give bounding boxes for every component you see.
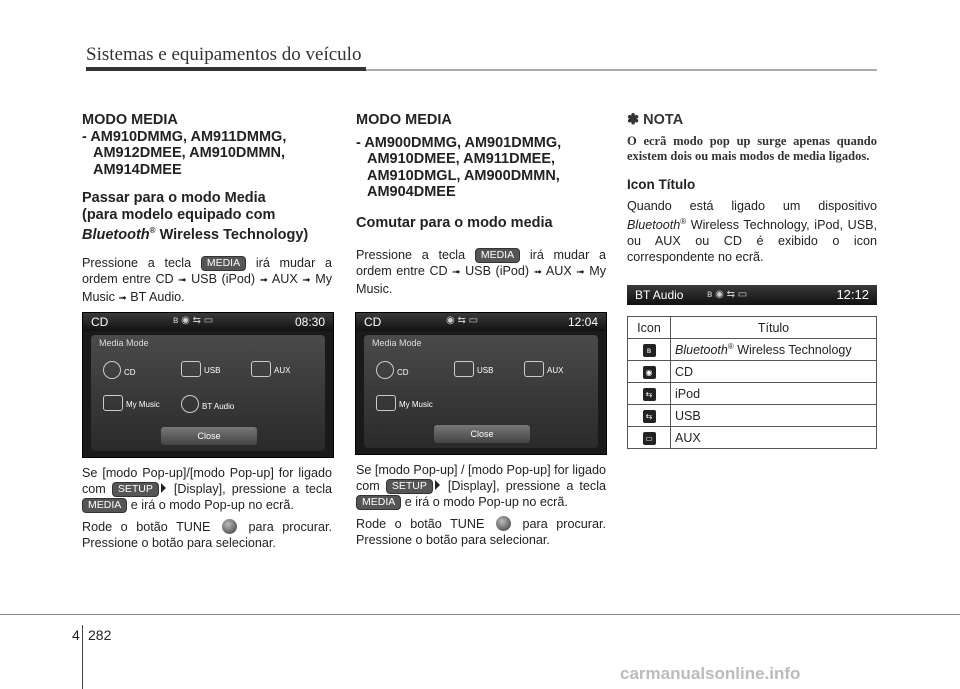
arrow-icon: ➟ <box>118 293 127 305</box>
arrow-icon: ➟ <box>533 267 543 278</box>
tune-knob-icon <box>496 516 511 531</box>
mode-usb[interactable]: USB <box>454 361 493 377</box>
status-icons: ◉ ⇆ ▭ <box>446 315 479 326</box>
subheading: Comutar para o modo media <box>356 214 553 231</box>
triangle-icon <box>161 483 166 493</box>
status-bar: CD ◉ ⇆ ▭ 12:04 <box>356 313 606 331</box>
table-row: ▭ AUX <box>628 427 877 449</box>
paragraph-media-order: Pressione a tecla MEDIA irá mudar a ordem entre CD ➟ USB (iPod) ➟ AUX ➟ My Music. <box>356 248 606 296</box>
column-1 <box>82 112 332 307</box>
folder-icon <box>103 395 123 411</box>
status-icons: ʙ ◉ ⇆ ▭ <box>707 289 748 300</box>
mode-aux[interactable]: AUX <box>524 361 563 377</box>
aux-icon: ▭ <box>643 432 656 445</box>
mode-my-music[interactable]: My Music <box>376 395 433 411</box>
model-line: - AM910DMMG, AM911DMMG, <box>82 128 287 145</box>
table-header-row: Icon Título <box>628 317 877 339</box>
status-icons: ʙ ◉ ⇆ ▭ <box>173 315 214 326</box>
bt-status-bar: BT Audio ʙ ◉ ⇆ ▭ 12:12 <box>627 285 877 305</box>
media-key-icon: MEDIA <box>201 256 246 271</box>
model-line: AM912DMEE, AM910DMMN, <box>93 145 286 161</box>
folder-icon <box>376 395 396 411</box>
page-number: 282 <box>88 627 112 643</box>
arrow-icon: ➟ <box>576 267 585 278</box>
table-row: ⇆ USB <box>628 405 877 427</box>
setup-key-icon: SETUP <box>386 479 433 494</box>
media-mode-panel: Media Mode CD USB AUX My Music BT Audio Close <box>91 335 325 451</box>
arrow-icon: ➟ <box>302 275 311 287</box>
chapter-number: 4 <box>72 627 80 643</box>
close-button[interactable]: Close <box>161 427 257 445</box>
ipod-icon: ⇆ <box>643 388 656 401</box>
header-rule-dark <box>86 67 366 71</box>
tune-knob-icon <box>222 519 237 534</box>
usb-icon <box>454 361 474 377</box>
cd-icon: ◉ <box>643 366 656 379</box>
usb-icon: ⇆ <box>643 410 656 423</box>
paragraph-popup: Se [modo Pop-up] / [modo Pop-up] for ligado com SETUP [Display], pressione a tecla MEDIA e irá o modo Pop-up no ecrã. <box>356 463 606 509</box>
icon-title-heading: Icon Título <box>627 177 696 192</box>
bluetooth-icon: ʙ <box>643 344 656 357</box>
media-key-icon: MEDIA <box>356 495 401 510</box>
bluetooth-icon <box>181 395 199 413</box>
arrow-icon: ➟ <box>452 267 461 278</box>
close-button[interactable]: Close <box>434 425 530 443</box>
media-mode-screen <box>82 312 334 458</box>
mode-my-music[interactable]: My Music <box>103 395 160 411</box>
note-title: ✽ NOTA <box>627 112 684 128</box>
cd-icon <box>103 361 121 379</box>
table-row: ◉ CD <box>628 361 877 383</box>
watermark: carmanualsonline.info <box>620 664 801 683</box>
arrow-icon: ➟ <box>259 275 269 287</box>
usb-icon <box>181 361 201 377</box>
column-2 <box>356 112 606 297</box>
media-mode-screen <box>355 312 607 455</box>
status-bar: CD ʙ ◉ ⇆ ▭ 08:30 <box>83 313 333 331</box>
mode-aux[interactable]: AUX <box>251 361 290 377</box>
subheading: Passar para o modo Media (para modelo equipado com Bluetooth® Wireless Technology) <box>82 190 309 243</box>
column-3 <box>627 112 877 265</box>
media-key-icon: MEDIA <box>82 498 127 513</box>
mode-usb[interactable]: USB <box>181 361 220 377</box>
model-list <box>82 129 332 179</box>
section-title: MODO MEDIA <box>356 112 452 128</box>
cd-icon <box>376 361 394 379</box>
column-2-lower <box>356 462 606 548</box>
mode-bt-audio[interactable]: BT Audio <box>181 395 234 413</box>
section-title: MODO MEDIA <box>82 112 178 128</box>
table-row: ʙ Bluetooth® Wireless Technology <box>628 339 877 361</box>
model-line: AM914DMEE <box>93 161 182 178</box>
triangle-icon <box>435 480 440 490</box>
aux-icon <box>524 361 544 377</box>
arrow-icon: ➟ <box>178 275 187 287</box>
media-mode-panel: Media Mode CD USB AUX My Music Close <box>364 335 598 448</box>
column-1-lower <box>82 465 332 551</box>
mode-cd[interactable]: CD <box>103 361 136 379</box>
header-rule-light <box>366 69 877 71</box>
table-row: ⇆ iPod <box>628 383 877 405</box>
aux-icon <box>251 361 271 377</box>
page-header-title: Sistemas e equipamentos do veículo <box>86 44 362 65</box>
setup-key-icon: SETUP <box>112 482 159 497</box>
note-text: O ecrã modo pop up surge apenas quando existem dois ou mais modos de media ligados. <box>627 134 877 163</box>
icon-table <box>627 316 877 449</box>
paragraph-tune: Rode o botão TUNE para procurar. Pressione o botão para selecionar. <box>82 520 332 550</box>
paragraph-icon: Quando está ligado um dispositivo Bluetooth® Wireless Technology, iPod, USB, ou AUX ou CD é exibido o icon correspondente no ecrã. <box>627 199 877 265</box>
media-key-icon: MEDIA <box>475 248 520 263</box>
model-list: - AM900DMMG, AM901DMMG, AM910DMEE, AM911DMEE, AM910DMGL, AM900DMMN, AM904DMEE <box>356 134 562 200</box>
footer-divider <box>82 625 83 689</box>
paragraph-media-order: Pressione a tecla MEDIA irá mudar a ordem entre CD ➟ USB (iPod) ➟ AUX ➟ My Music ➟ BT Audio. <box>82 256 332 305</box>
paragraph-tune: Rode o botão TUNE para procurar. Pressione o botão para selecionar. <box>356 517 606 547</box>
mode-cd[interactable]: CD <box>376 361 409 379</box>
footer-rule <box>0 614 960 615</box>
paragraph-popup: Se [modo Pop-up]/[modo Pop-up] for ligado com SETUP [Display], pressione a tecla MEDIA e irá o modo Pop-up no ecrã. <box>82 466 332 512</box>
